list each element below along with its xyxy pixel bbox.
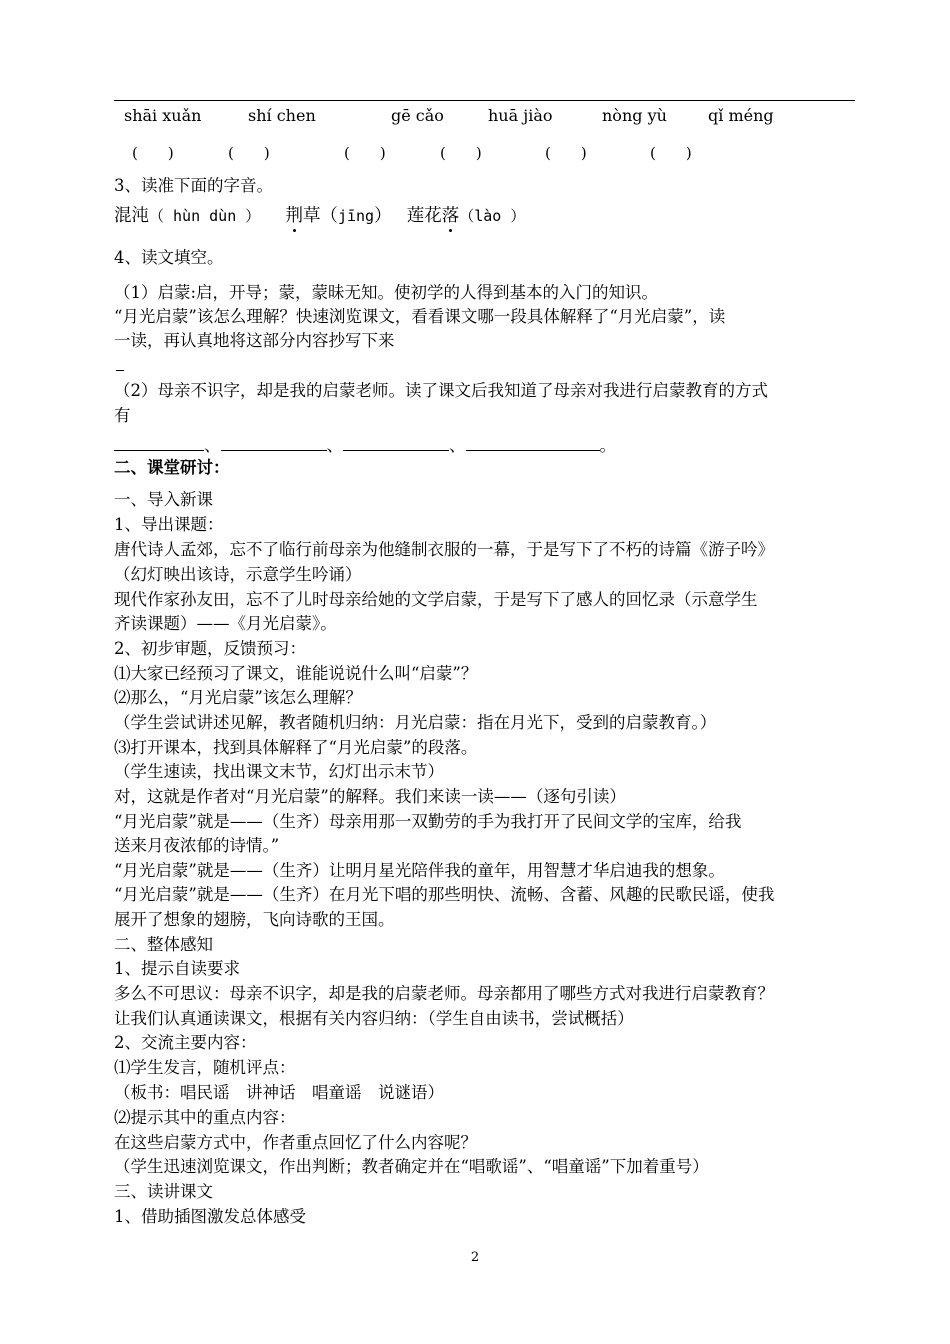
answer-box-1: ( ) — [132, 144, 174, 162]
body-line: （板书：唱民谣 讲神话 唱童谣 说谜语） — [114, 1083, 444, 1102]
answer-box-3: ( ) — [344, 144, 386, 162]
q4-para2-line1: “月光启蒙”该怎么理解？快速浏览课文，看看课文哪一段具体解释了“月光启蒙”，读 — [114, 307, 726, 326]
q3-words — [114, 208, 525, 226]
q3-title: 3、读准下面的字音。 — [114, 176, 273, 195]
blank-4[interactable] — [466, 434, 600, 451]
q3-word2-end: ） — [374, 206, 392, 226]
separator: 、 — [326, 436, 343, 455]
pinyin-1: shāi xuǎn — [124, 106, 202, 125]
pinyin-4: huā jiào — [488, 106, 553, 125]
body-line: 唐代诗人孟郊，忘不了临行前母亲为他缝制衣服的一幕，于是写下了不朽的诗篇《游子吟》 — [114, 540, 774, 559]
body-line: （学生迅速浏览课文，作出判断；教者确定并在“唱歌谣”、“唱童谣”下加着重号） — [114, 1157, 709, 1176]
body-line: “月光启蒙”就是——（生齐）母亲用那一双勤劳的手为我打开了民间文学的宝库，给我 — [114, 812, 742, 831]
body-line: ⑵提示其中的重点内容： — [114, 1108, 296, 1127]
separator: 、 — [204, 436, 221, 455]
separator: 、 — [449, 436, 466, 455]
body-line: 三、读讲课文 — [114, 1182, 213, 1201]
body-line: 2、初步审题，反馈预习： — [114, 639, 306, 658]
q3-word2-pinyin: jīng — [337, 207, 375, 225]
q4-para3-line1: （2）母亲不识字，却是我的启蒙老师。读了课文后我知道了母亲对我进行启蒙教育的方式 — [114, 381, 768, 400]
q3-word1: 混沌 — [114, 206, 149, 226]
q4-para3-line2: 有 — [114, 406, 131, 425]
body-line: 1、导出课题： — [114, 515, 224, 534]
body-line: ⑵那么，“月光启蒙”该怎么理解？ — [114, 688, 362, 707]
body-line: “月光启蒙”就是——（生齐）让明月星光陪伴我的童年，用智慧才华启迪我的想象。 — [114, 861, 725, 880]
q3-word1-pinyin: （ hùn dùn ） — [149, 207, 261, 225]
pinyin-5: nòng yù — [602, 106, 667, 125]
body-line: 二、整体感知 — [114, 935, 213, 954]
body-line: ⑴学生发言，随机评点： — [114, 1058, 296, 1077]
body-line: “月光启蒙”就是——（生齐）在月光下唱的那些明快、流畅、含蓄、风趣的民歌民谣，使我 — [114, 885, 775, 904]
answer-line-stub — [116, 370, 124, 371]
q4-blanks — [114, 434, 616, 455]
q3-word2-dotted-char: 荆 — [285, 206, 303, 226]
body-line: 现代作家孙友田，忘不了儿时母亲给她的文学启蒙，于是写下了感人的回忆录（示意学生 — [114, 590, 758, 609]
q4-para1: （1）启蒙:启，开导；蒙，蒙昧无知。使初学的人得到基本的入门的知识。 — [114, 283, 659, 302]
blank-1[interactable] — [114, 434, 204, 451]
section-heading: 二、课堂研讨： — [114, 458, 230, 477]
body-line: 一、导入新课 — [114, 490, 213, 509]
body-line: ⑶打开课本，找到具体解释了“月光启蒙”的段落。 — [114, 738, 478, 757]
end-mark: 。 — [599, 436, 616, 455]
body-line: 2、交流主要内容： — [114, 1033, 257, 1052]
body-line: 让我们认真通读课文，根据有关内容归纳：（学生自由读书，尝试概括） — [114, 1009, 634, 1028]
page-number: 2 — [470, 1250, 480, 1265]
body-line: 送来月夜浓郁的诗情。” — [114, 836, 280, 855]
body-line: 1、借助插图激发总体感受 — [114, 1207, 306, 1226]
answer-box-4: ( ) — [440, 144, 482, 162]
q4-para2-line2: 一读，再认真地将这部分内容抄写下来 — [114, 331, 395, 350]
body-line: ⑴大家已经预习了课文，谁能说说什么叫“启蒙”？ — [114, 664, 478, 683]
q3-word2-rest: 草（ — [302, 206, 338, 226]
top-rule — [114, 100, 855, 101]
body-line: （幻灯映出该诗，示意学生吟诵） — [114, 565, 362, 584]
body-line: （学生尝试讲述见解，教者随机归纳：月光启蒙：指在月光下，受到的启蒙教育。） — [114, 713, 717, 732]
answer-box-6: ( ) — [650, 144, 692, 162]
pinyin-3: gē cǎo — [391, 106, 444, 125]
pinyin-6: qǐ méng — [708, 106, 774, 125]
body-line: 在这些启蒙方式中，作者重点回忆了什么内容呢？ — [114, 1133, 477, 1152]
answer-box-5: ( ) — [545, 144, 587, 162]
blank-3[interactable] — [343, 434, 449, 451]
body-line: 齐读课题）——《月光启蒙》。 — [114, 614, 337, 633]
body-line: 对，这就是作者对“月光启蒙”的解释。我们来读一读——（逐句引读） — [114, 787, 626, 806]
pinyin-2: shí chen — [248, 106, 316, 125]
body-line: （学生速读，找出课文末节，幻灯出示末节） — [114, 762, 444, 781]
body-line: 多么不可思议：母亲不识字，却是我的启蒙老师。母亲都用了哪些方式对我进行启蒙教育？ — [114, 984, 774, 1003]
q3-word3-prefix: 莲花 — [406, 206, 442, 226]
body-line: 展开了想象的翅膀，飞向诗歌的王国。 — [114, 910, 395, 929]
body-line: 1、提示自读要求 — [114, 959, 240, 978]
answer-box-2: ( ) — [228, 144, 270, 162]
q4-title: 4、读文填空。 — [114, 248, 224, 267]
q3-word3-dotted-char: 落 — [441, 206, 460, 226]
blank-2[interactable] — [221, 434, 327, 451]
q3-word3-pinyin: （lào ） — [459, 207, 526, 225]
